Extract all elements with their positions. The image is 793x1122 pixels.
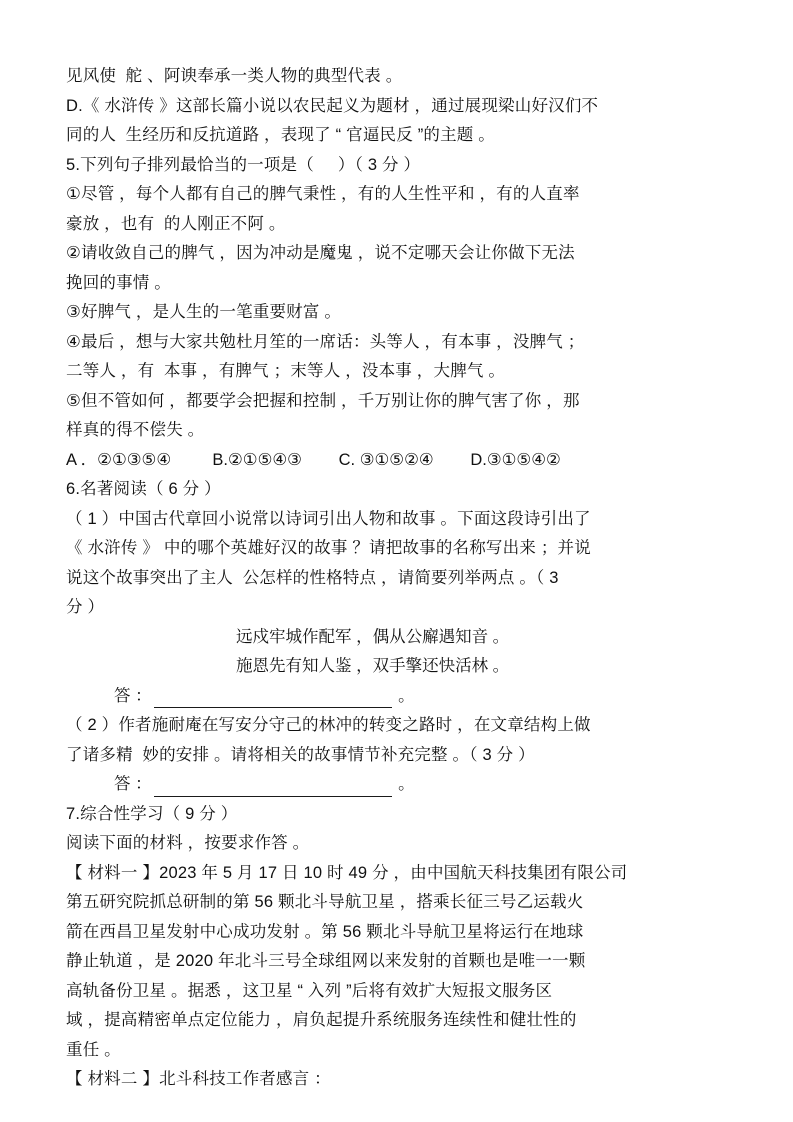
q5-sentence-5-line-2: 样真的得不偿失 。 <box>66 421 205 439</box>
answer-blank-input[interactable] <box>154 689 392 708</box>
poem-line-1: 远戍牢城作配军 ，偶从公廨遇知音 。 <box>236 627 510 646</box>
q7-instruction: 阅读下面的材料 ，按要求作答 。 <box>66 834 310 852</box>
q5-sentence-3: ③好脾气 ，是人生的一笔重要财富 。 <box>66 303 342 321</box>
answer-blank-input[interactable] <box>154 778 392 797</box>
question-6-stem: 6.名著阅读（ 6 分 ） <box>66 480 221 498</box>
poem-line-2: 施恩先有知人鉴 ，双手擎还快活林 。 <box>236 657 510 675</box>
q6-part2-line-2: 了诸多精 妙的安排 。请将相关的故事情节补充完整 。（ 3 分 ） <box>66 745 535 764</box>
q5-sentence-4-line-2: 二等人 ，有 本事 ，有脾气 ；末等人 ，没本事 ，大脾气 。 <box>66 362 506 380</box>
question-7-stem: 7.综合性学习（ 9 分 ） <box>66 804 238 823</box>
answer-label: 答 ： <box>114 686 152 705</box>
answer-row-1 <box>66 682 727 712</box>
q5-options: A ．②①③⑤④ B.②①⑤④③ C. ③①⑤②④ D.③①⑤④② <box>66 450 561 469</box>
text-line-option-d-1: D.《 水浒传 》这部长篇小说以农民起义为题材 ，通过展现梁山好汉们不 <box>66 96 599 115</box>
q6-part1-line-4: 分 ） <box>66 598 105 616</box>
answer-label: 答 ： <box>114 775 152 793</box>
answer-row-2 <box>66 770 727 800</box>
material-1-line-6: 域 ，提高精密单点定位能力 ，肩负起提升系统服务连续性和健壮性的 <box>66 1011 577 1029</box>
material-1-line-3: 箭在西昌卫星发射中心成功发射 。第 56 颗北斗导航卫星将运行在地球 <box>66 922 584 941</box>
q5-sentence-1-line-1: ①尽管 ，每个人都有自己的脾气秉性 ，有的人生性平和 ，有的人直率 <box>66 185 580 203</box>
q6-part1-line-1: （ 1 ）中国古代章回小说常以诗词引出人物和故事 。下面这段诗引出了 <box>66 509 591 528</box>
material-1-line-7: 重任 。 <box>66 1040 121 1059</box>
q5-sentence-1-line-2: 豪放 ，也有 的人刚正不阿 。 <box>66 214 286 233</box>
answer-period: 。 <box>393 775 415 793</box>
material-1-line-2: 第五研究院抓总研制的第 56 颗北斗导航卫星 ，搭乘长征三号乙运载火 <box>66 893 584 911</box>
material-1-line-4: 静止轨道 ，是 2020 年北斗三号全球组网以来发射的首颗也是唯一一颗 <box>66 952 586 970</box>
material-1-line-5: 高轨备份卫星 。据悉 ，这卫星 “ 入列 ”后将有效扩大短报文服务区 <box>66 981 553 1000</box>
q5-sentence-2-line-1: ②请收敛自己的脾气 ，因为冲动是魔鬼 ，说不定哪天会让你做下无法 <box>66 244 575 262</box>
material-1-line-1: 【 材料一 】2023 年 5 月 17 日 10 时 49 分 ，由中国航天科技集团有限公司 <box>66 863 628 882</box>
text-line-fengshi: 见风使 舵 、阿谀奉承一类人物的典型代表 。 <box>66 67 403 85</box>
q5-sentence-2-line-2: 挽回的事情 。 <box>66 273 171 292</box>
q5-sentence-4-line-1: ④最后 ，想与大家共勉杜月笙的一席话：头等人 ，有本事 ，没脾气 ； <box>66 332 585 351</box>
question-5-stem: 5.下列句子排列最恰当的一项是（ ）（ 3 分 ） <box>66 155 421 174</box>
q6-part1-line-2: 《 水浒传 》 中的哪个英雄好汉的故事 ？请把故事的名称写出来 ；并说 <box>66 539 591 557</box>
q6-part2-line-1: （ 2 ）作者施耐庵在写安分守己的林冲的转变之路时 ，在文章结构上做 <box>66 716 591 734</box>
q6-part1-line-3: 说这个故事突出了主人 公怎样的性格特点 ，请简要列举两点 。（ 3 <box>66 568 559 587</box>
q5-sentence-5-line-1: ⑤但不管如何 ，都要学会把握和控制 ，千万别让你的脾气害了你 ，那 <box>66 391 580 410</box>
answer-period: 。 <box>393 686 415 705</box>
text-line-option-d-2: 同的人 生经历和反抗道路 ，表现了 “ 官逼民反 ”的主题 。 <box>66 126 495 144</box>
material-2-heading: 【 材料二 】北斗科技工作者感言 ： <box>66 1070 331 1088</box>
